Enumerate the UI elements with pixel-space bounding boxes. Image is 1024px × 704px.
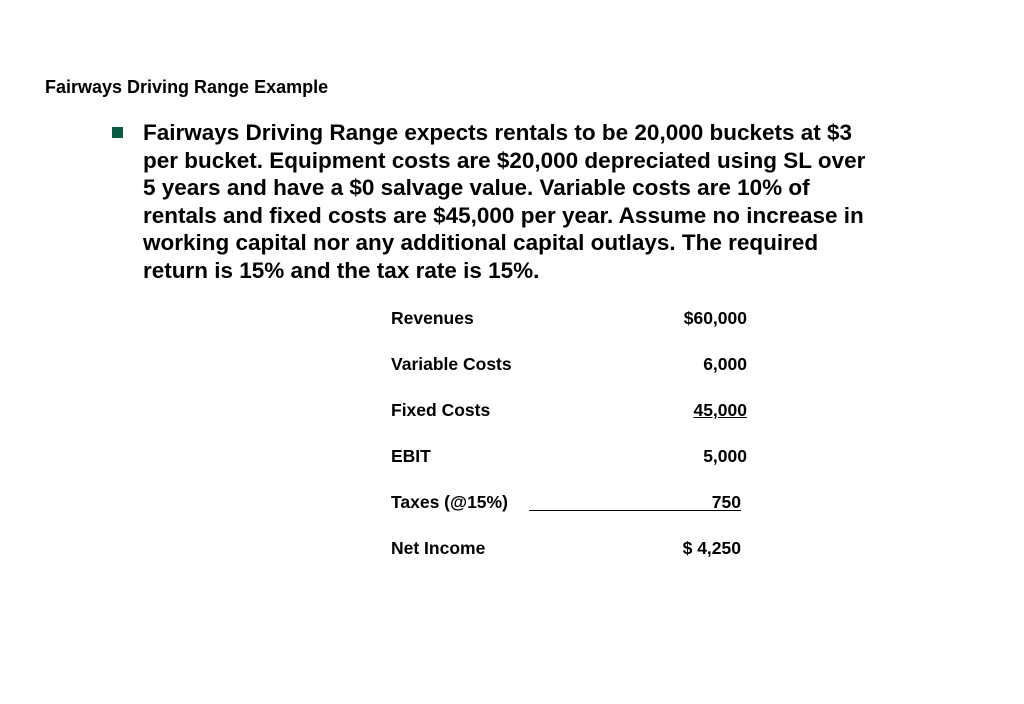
bullet-paragraph: [143, 119, 958, 284]
row-label: Taxes (@15%): [391, 492, 508, 512]
bullet-line: Fairways Driving Range expects rentals to be 20,000 buckets at $3: [143, 120, 853, 145]
row-label: Fixed Costs: [391, 400, 491, 420]
bullet-line: rentals and fixed costs are $45,000 per year. Assume no increase in: [143, 202, 864, 228]
statement-row-variable-costs: [391, 352, 747, 376]
page-title: Fairways Driving Range Example: [45, 77, 329, 97]
bullet-line: 5 years and have a $0 salvage value. Variable costs are 10% of: [143, 175, 810, 200]
row-value: $60,000: [683, 308, 747, 328]
row-label: Revenues: [391, 308, 474, 328]
statement-row-revenues: [391, 306, 747, 330]
statement-row-net-income: [391, 536, 747, 560]
bullet-line: per bucket. Equipment costs are $20,000 depreciated using SL over: [143, 147, 866, 173]
row-label: Variable Costs: [391, 354, 512, 374]
row-label: Net Income: [391, 538, 486, 558]
row-value: 45,000: [693, 400, 747, 420]
statement-row-ebit: [391, 444, 747, 468]
underline-rule: [529, 490, 741, 511]
bullet-line: return is 15% and the tax rate is 15%.: [143, 257, 540, 283]
row-value: 5,000: [703, 446, 747, 466]
square-bullet-icon: [112, 127, 123, 138]
row-value: 750: [711, 492, 741, 512]
row-value: 6,000: [703, 354, 747, 374]
row-label: EBIT: [391, 446, 431, 466]
bullet-line: working capital nor any additional capital outlays. The required: [143, 230, 819, 255]
statement-row-taxes: [391, 490, 747, 514]
row-value: $ 4,250: [682, 538, 741, 558]
statement-row-fixed-costs: [391, 398, 747, 422]
